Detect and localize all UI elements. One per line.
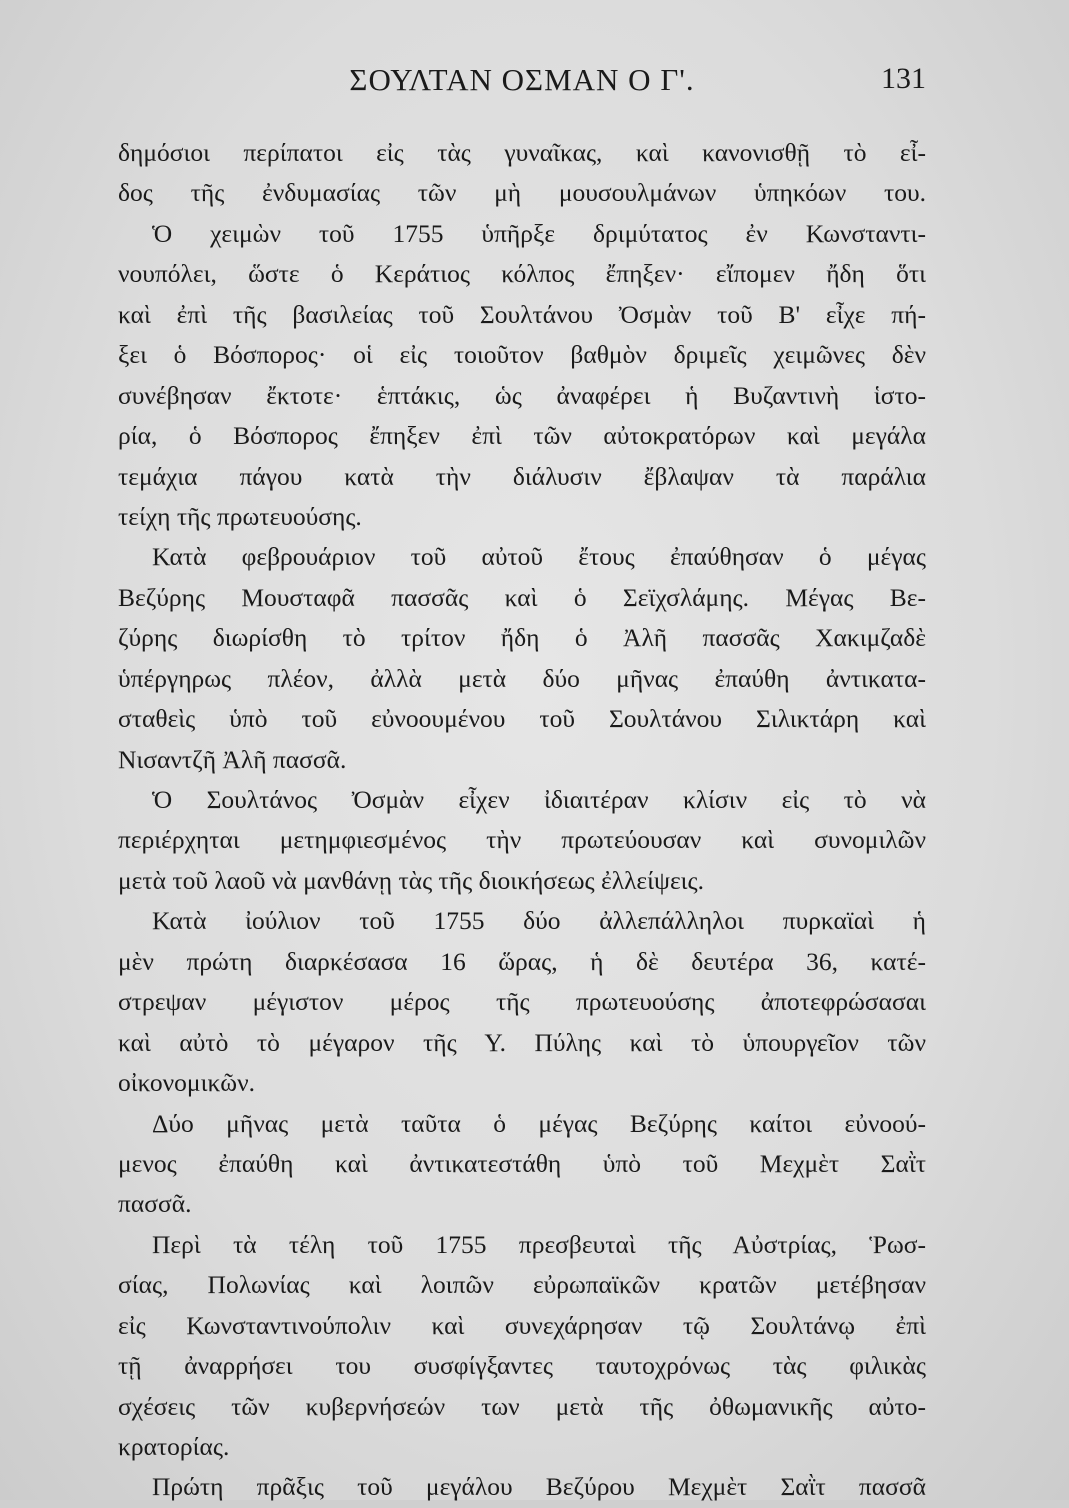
text-line: τείχη τῆς πρωτευούσης. [118,501,362,531]
text-line: τῇ ἀναρρήσει του συσφίγξαντες ταυτοχρόνως τὰς φιλικὰς [118,1351,926,1381]
text-line: Νισαντζῆ Ἀλῆ πασσᾶ. [118,744,347,774]
text-line: στρεψαν μέγιστον μέρος τῆς πρωτευούσης ἀποτεφρώσασαι [118,987,926,1017]
text-line: καὶ ἐπὶ τῆς βασιλείας τοῦ Σουλτάνου Ὀσμὰν τοῦ Β' εἶχε πή- [118,299,926,329]
text-line: σίας, Πολωνίας καὶ λοιπῶν εὐρωπαϊκῶν κρατῶν μετέβησαν [118,1270,926,1300]
body-text [118,133,926,1508]
text-line: δημόσιοι περίπατοι εἰς τὰς γυναῖκας, καὶ κανονισθῇ τὸ εἶ- [118,138,926,167]
page-header [118,62,926,102]
text-line: νουπόλει, ὥστε ὁ Κεράτιος κόλπος ἔπηξεν· εἴπομεν ἤδη ὅτι [118,259,926,289]
text-line: Κατὰ ἰούλιον τοῦ 1755 δύο ἀλλεπάλληλοι πυρκαϊαὶ ἡ [152,906,926,936]
text-line: ρία, ὁ Βόσπορος ἔπηξεν ἐπὶ τῶν αὐτοκρατόρων καὶ μεγάλα [118,421,926,451]
text-line: καὶ αὐτὸ τὸ μέγαρον τῆς Υ. Πύλης καὶ τὸ ὑπουργεῖον τῶν [118,1027,926,1057]
text-line: σταθεὶς ὑπὸ τοῦ εὐνοουμένου τοῦ Σουλτάνου Σιλικτάρη καὶ [118,704,926,734]
text-line: μετὰ τοῦ λαοῦ νὰ μανθάνῃ τὰς τῆς διοικήσεως ἐλλείψεις. [118,865,705,895]
text-line: Βεζύρης Μουσταφᾶ πασσᾶς καὶ ὁ Σεϊχσλάμης. Μέγας Βε- [118,582,926,612]
text-line: Ὁ χειμὼν τοῦ 1755 ὑπῆρξε δριμύτατος ἐν Κωνσταντι- [152,218,926,248]
text-line: δος τῆς ἐνδυμασίας τῶν μὴ μουσουλμάνων ὑπηκόων του. [118,178,926,208]
text-line: πασσᾶ. [118,1189,192,1219]
text-line: κρατορίας. [118,1432,230,1461]
text-line: Πρώτη πρᾶξις τοῦ μεγάλου Βεζύρου Μεχμὲτ Σαῒτ πασσᾶ [152,1472,926,1502]
text-line: περιέρχηται μετημφιεσμένος τὴν πρωτεύουσαν καὶ συνομιλῶν [118,825,926,855]
text-line: σχέσεις τῶν κυβερνήσεών των μετὰ τῆς ὀθωμανικῆς αὐτο- [118,1391,926,1421]
text-line: Περὶ τὰ τέλη τοῦ 1755 πρεσβευταὶ τῆς Αὐστρίας, Ῥωσ- [152,1229,926,1259]
text-line: οἰκονομικῶν. [118,1068,256,1098]
text-line: συνέβησαν ἔκτοτε· ἑπτάκις, ὡς ἀναφέρει ἡ Βυζαντινὴ ἱστο- [118,380,926,410]
text-line: ζύρης διωρίσθη τὸ τρίτον ἤδη ὁ Ἀλῆ πασσᾶς Χακιμζαδὲ [118,623,926,653]
text-line: μὲν πρώτη διαρκέσασα 16 ὥρας, ἡ δὲ δευτέρα 36, κατέ- [118,946,926,976]
text-line: τεμάχια πάγου κατὰ τὴν διάλυσιν ἔβλαψαν τὰ παράλια [118,461,926,491]
text-line: ὑπέργηρως πλέον, ἀλλὰ μετὰ δύο μῆνας ἐπαύθη ἀντικατα- [118,663,926,693]
page-number: 131 [881,62,926,95]
text-line: εἰς Κωνσταντινούπολιν καὶ συνεχάρησαν τῷ Σουλτάνῳ ἐπὶ [118,1310,926,1340]
text-line: ξει ὁ Βόσπορος· οἱ εἰς τοιοῦτον βαθμὸν δριμεῖς χειμῶνες δὲν [118,340,926,370]
running-title: ΣΟΥΛΤΑΝ ΟΣΜΑΝ Ο Γ'. [349,62,695,97]
text-line: Ὁ Σουλτάνος Ὀσμὰν εἶχεν ἰδιαιτέραν κλίσιν εἰς τὸ νὰ [152,785,926,814]
text-line: Δύο μῆνας μετὰ ταῦτα ὁ μέγας Βεζύρης καίτοι εὐνοού- [152,1108,926,1138]
text-line: Κατὰ φεβρουάριον τοῦ αὐτοῦ ἔτους ἐπαύθησαν ὁ μέγας [152,542,926,572]
text-line: μενος ἐπαύθη καὶ ἀντικατεστάθη ὑπὸ τοῦ Μεχμὲτ Σαῒτ [118,1148,926,1178]
